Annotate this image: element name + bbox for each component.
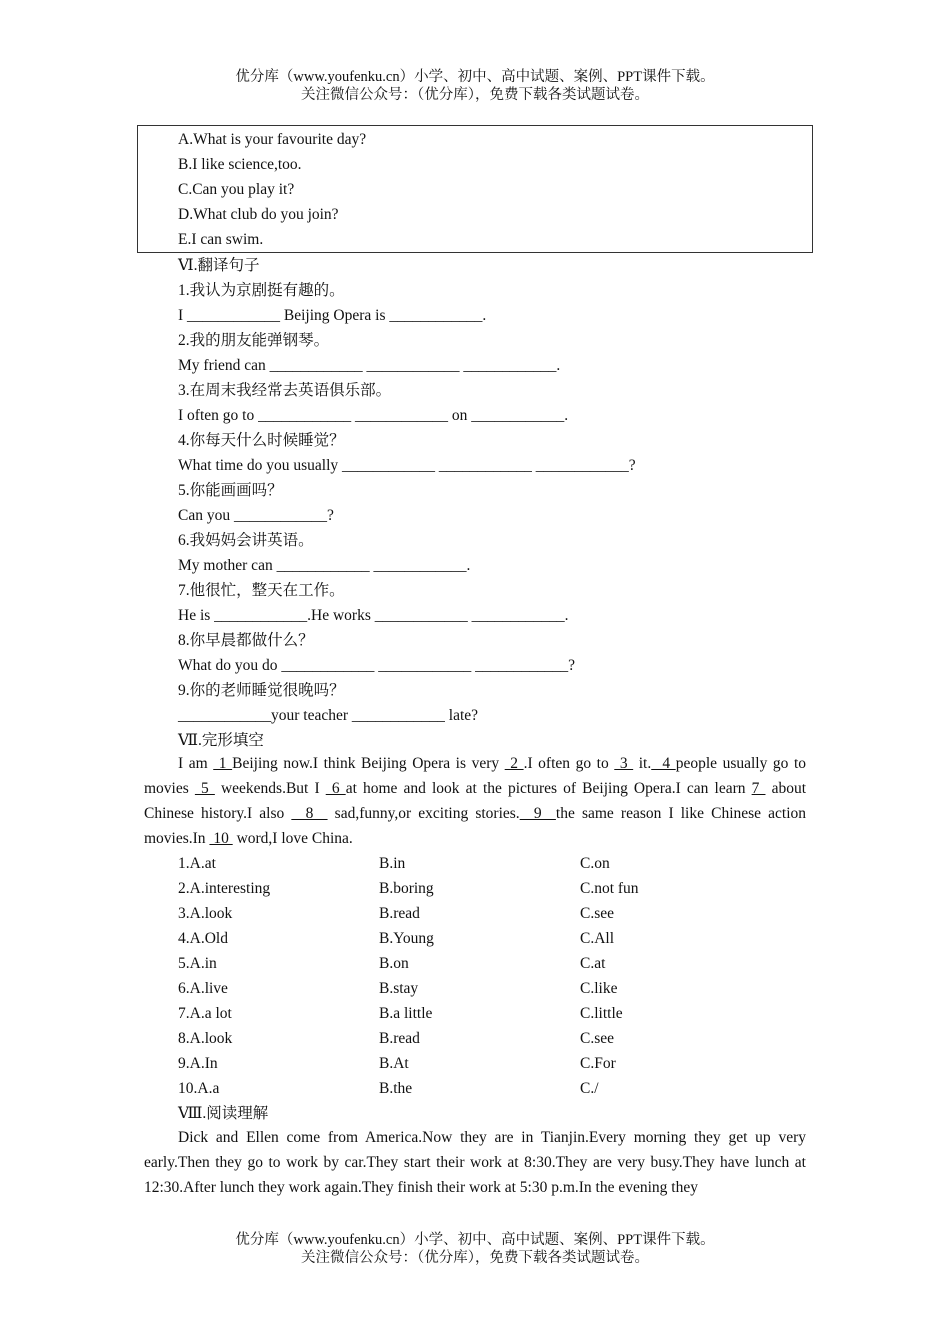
choice-2-c: C.not fun	[580, 880, 639, 897]
blank-5: 5	[194, 780, 215, 797]
page-footer	[0, 1231, 950, 1267]
translate-a5: Can you ____________?	[178, 507, 334, 524]
reading-passage	[144, 1125, 806, 1200]
choice-3-b: B.read	[379, 905, 420, 922]
page-header	[0, 68, 950, 104]
blank-6: 6	[325, 780, 346, 797]
choice-8-b: B.read	[379, 1030, 420, 1047]
translate-a8: What do you do ____________ ____________ ____________?	[178, 657, 575, 674]
option-e: E.I can swim.	[178, 231, 264, 248]
choice-6-c: C.like	[580, 980, 618, 997]
choice-7-a: 7.A.a lot	[178, 1005, 232, 1022]
translate-a3: I often go to ____________ ____________ on ____________.	[178, 407, 569, 424]
section-6-title: Ⅵ.翻译句子	[178, 257, 260, 274]
choice-5-b: B.on	[379, 955, 409, 972]
translate-q8: 8.你早晨都做什么？	[178, 632, 314, 649]
choice-10-b: B.the	[379, 1080, 413, 1097]
choice-4-a: 4.A.Old	[178, 930, 228, 947]
choice-9-c: C.For	[580, 1055, 616, 1072]
option-c: C.Can you play it?	[178, 181, 295, 198]
translate-q3: 3.在周末我经常去英语俱乐部。	[178, 382, 392, 399]
translate-q7: 7.他很忙，整天在工作。	[178, 582, 345, 599]
blank-4: 4	[651, 755, 676, 772]
choice-8-a: 8.A.look	[178, 1030, 233, 1047]
reading-text: Dick and Ellen come from America.Now they are in Tianjin.Every morning they get up very early.Then they go to work by car.They start their work at 8:30.They are very busy.They have lunch at 12:30.After lunch they work again.They finish their work at 5:30 p.m.In the evening they	[144, 1129, 806, 1196]
header-line-2: 关注微信公众号：（优分库），免费下载各类试题试卷。	[301, 87, 649, 103]
translate-q1: 1.我认为京剧挺有趣的。	[178, 282, 345, 299]
choice-2-a: 2.A.interesting	[178, 880, 271, 897]
choice-5-a: 5.A.in	[178, 955, 217, 972]
blank-2: 2	[504, 755, 524, 772]
choice-10-a: 10.A.a	[178, 1080, 220, 1097]
header-line-1: 优分库（www.youfenku.cn）小学、初中、高中试题、案例、PPT课件下载。	[235, 69, 715, 85]
translate-a7: He is ____________.He works ____________ ____________.	[178, 607, 569, 624]
choice-9-b: B.At	[379, 1055, 409, 1072]
blank-8: 8	[291, 805, 328, 822]
translate-a6: My mother can ____________ ____________.	[178, 557, 471, 574]
blank-10: 10	[209, 830, 233, 847]
choice-3-c: C.see	[580, 905, 615, 922]
choice-6-b: B.stay	[379, 980, 419, 997]
option-d: D.What club do you join?	[178, 206, 339, 223]
section-8-title: Ⅷ.阅读理解	[178, 1105, 269, 1122]
blank-1: 1	[213, 755, 233, 772]
options-box	[137, 125, 813, 253]
choice-2-b: B.boring	[379, 880, 434, 897]
choice-3-a: 3.A.look	[178, 905, 233, 922]
footer-line-2: 关注微信公众号：（优分库），免费下载各类试题试卷。	[301, 1250, 649, 1266]
choice-8-c: C.see	[580, 1030, 615, 1047]
translate-q6: 6.我妈妈会讲英语。	[178, 532, 314, 549]
choice-7-c: C.little	[580, 1005, 623, 1022]
translate-q5: 5.你能画画吗？	[178, 482, 283, 499]
translate-q9: 9.你的老师睡觉很晚吗？	[178, 682, 345, 699]
section-7-title: Ⅶ.完形填空	[178, 732, 264, 749]
choice-10-c: C./	[580, 1080, 599, 1097]
cloze-passage: I am 1 Beijing now.I think Beijing Opera is very 2 .I often go to 3 it. 4 people usually go to movies 5 weekends.But I 6 at home and look at the pictures of Beijing Opera.I can learn 7 about Chinese history.I also 8 sad,funny,or exciting stories. 9 the same reason I like Chinese action movies.In 10 word,I love China.	[144, 755, 807, 847]
choice-1-c: C.on	[580, 855, 610, 872]
blank-7: 7	[751, 780, 766, 797]
blank-3: 3	[614, 755, 634, 772]
blank-9: 9	[519, 805, 556, 822]
choice-1-b: B.in	[379, 855, 406, 872]
translate-a4: What time do you usually ____________ ____________ ____________?	[178, 457, 636, 474]
choice-9-a: 9.A.In	[178, 1055, 218, 1072]
choice-7-b: B.a little	[379, 1005, 433, 1022]
choice-4-b: B.Young	[379, 930, 434, 947]
translate-a9: ____________your teacher ____________ late?	[178, 707, 479, 724]
translate-a1: I ____________ Beijing Opera is ____________.	[178, 307, 487, 324]
choice-4-c: C.All	[580, 930, 615, 947]
choice-6-a: 6.A.live	[178, 980, 228, 997]
translate-q4: 4.你每天什么时候睡觉？	[178, 432, 345, 449]
choice-1-a: 1.A.at	[178, 855, 216, 872]
translate-q2: 2.我的朋友能弹钢琴。	[178, 332, 330, 349]
footer-line-1: 优分库（www.youfenku.cn）小学、初中、高中试题、案例、PPT课件下载。	[235, 1232, 715, 1248]
option-a: A.What is your favourite day?	[178, 131, 367, 148]
translate-a2: My friend can ____________ ____________ ____________.	[178, 357, 561, 374]
option-b: B.I like science,too.	[178, 156, 302, 173]
choice-5-c: C.at	[580, 955, 606, 972]
